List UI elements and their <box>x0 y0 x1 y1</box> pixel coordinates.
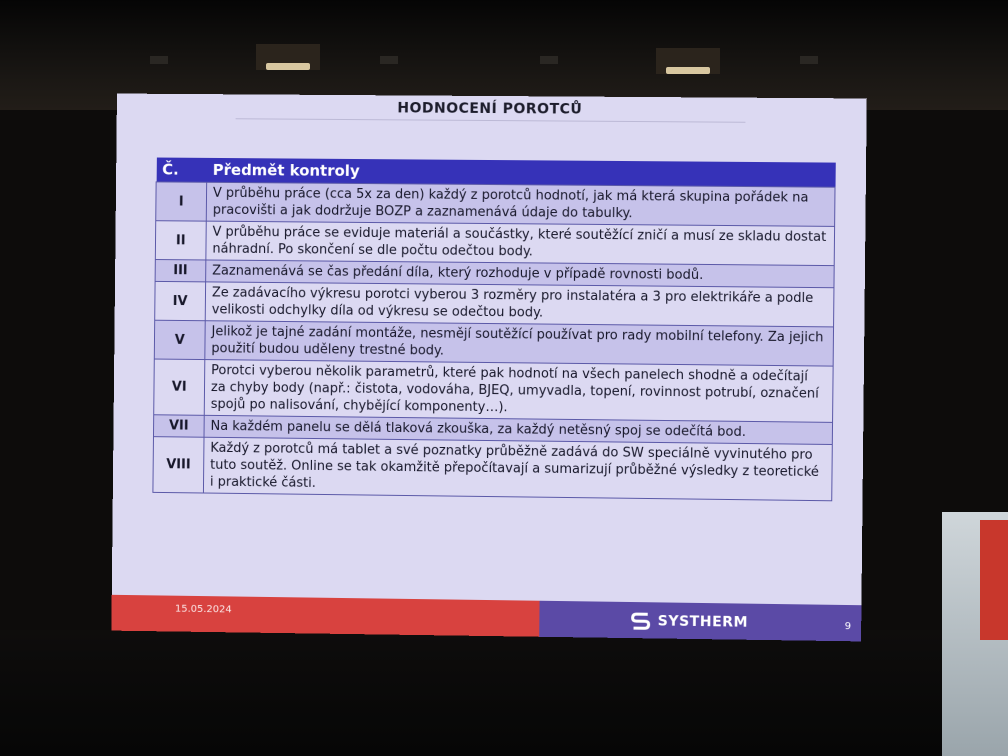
row-number: III <box>155 260 206 282</box>
page-number: 9 <box>844 621 852 633</box>
row-text: Na každém panelu se dělá tlaková zkouška, za každý netěsný spoj se odečítá bod. <box>204 415 833 444</box>
ceiling-spotlight <box>380 56 398 64</box>
row-text: Porotci vyberou několik parametrů, které pak hodnotí na všech panelech shodně a odečítají za chyby body (např.: čistota, vodováha, BJEQ, umyvadla, topení, rovinnost potrubí, označení spojů po nalisování, chybějící komponenty…). <box>204 360 833 423</box>
ceiling-lamp <box>656 48 720 74</box>
systherm-s-icon <box>629 611 651 631</box>
column-header-number: Č. <box>156 158 207 183</box>
slide-title: HODNOCENÍ POROTCŮ <box>397 100 583 118</box>
table-row <box>154 359 833 422</box>
row-text: V průběhu práce (cca 5x za den) každý z porotců hodnotí, jak má která skupina pořádek na pracovišti a jak dodržuje BOZP a zaznamenává údaje do tabulky. <box>206 182 835 226</box>
row-number: VII <box>153 415 204 437</box>
ceiling-lamp <box>256 44 320 70</box>
column-header-subject: Předmět kontroly <box>207 158 836 187</box>
ceiling-spotlight <box>150 56 168 64</box>
row-number: VIII <box>153 437 204 493</box>
projected-slide <box>111 94 866 642</box>
row-number: VI <box>154 359 205 415</box>
row-number: IV <box>155 281 206 320</box>
row-text: V průběhu práce se eviduje materiál a součástky, které soutěžící zničí a musí ze skladu dostat náhradní. Po skončení se dle počtu odečtou body. <box>206 221 835 265</box>
table-row <box>155 221 834 266</box>
row-number: I <box>156 182 207 221</box>
slide-date: 15.05.2024 <box>174 603 232 616</box>
criteria-table <box>152 158 835 502</box>
brand-logo <box>629 611 748 633</box>
table-row <box>156 182 835 227</box>
title-divider <box>236 118 746 123</box>
table-row <box>155 281 834 327</box>
row-text: Každý z porotců má tablet a své poznatky průběžně zadává do SW speciálně vyvinutého pro tuto soutěž. Online se tak okamžitě přepočítavají a sumarizují průběžné výsledky z teoretické i praktické části. <box>203 437 832 501</box>
ceiling-spotlight <box>800 56 818 64</box>
row-number: II <box>155 221 206 260</box>
banner-red-panel <box>980 520 1008 640</box>
brand-name: SYSTHERM <box>657 613 749 631</box>
row-text: Zaznamenává se čas předání díla, který rozhoduje v případě rovnosti bodů. <box>206 260 835 288</box>
stage-floor <box>0 630 1008 756</box>
rollup-banner <box>942 512 1008 756</box>
footer-red-band <box>111 595 539 637</box>
row-text: Ze zadávacího výkresu porotci vyberou 3 rozměry pro instalatéra a 3 pro elektrikáře a podle velikosti odchylky díla od výkresu se odečtou body. <box>205 282 834 327</box>
row-text: Jelikož je tajné zadání montáže, nesmějí soutěžící používat pro rady mobilní telefony. Za jejich použití budou uděleny trestné body. <box>205 321 834 366</box>
table-row <box>153 437 832 501</box>
ceiling-spotlight <box>540 56 558 64</box>
row-number: V <box>154 320 205 359</box>
